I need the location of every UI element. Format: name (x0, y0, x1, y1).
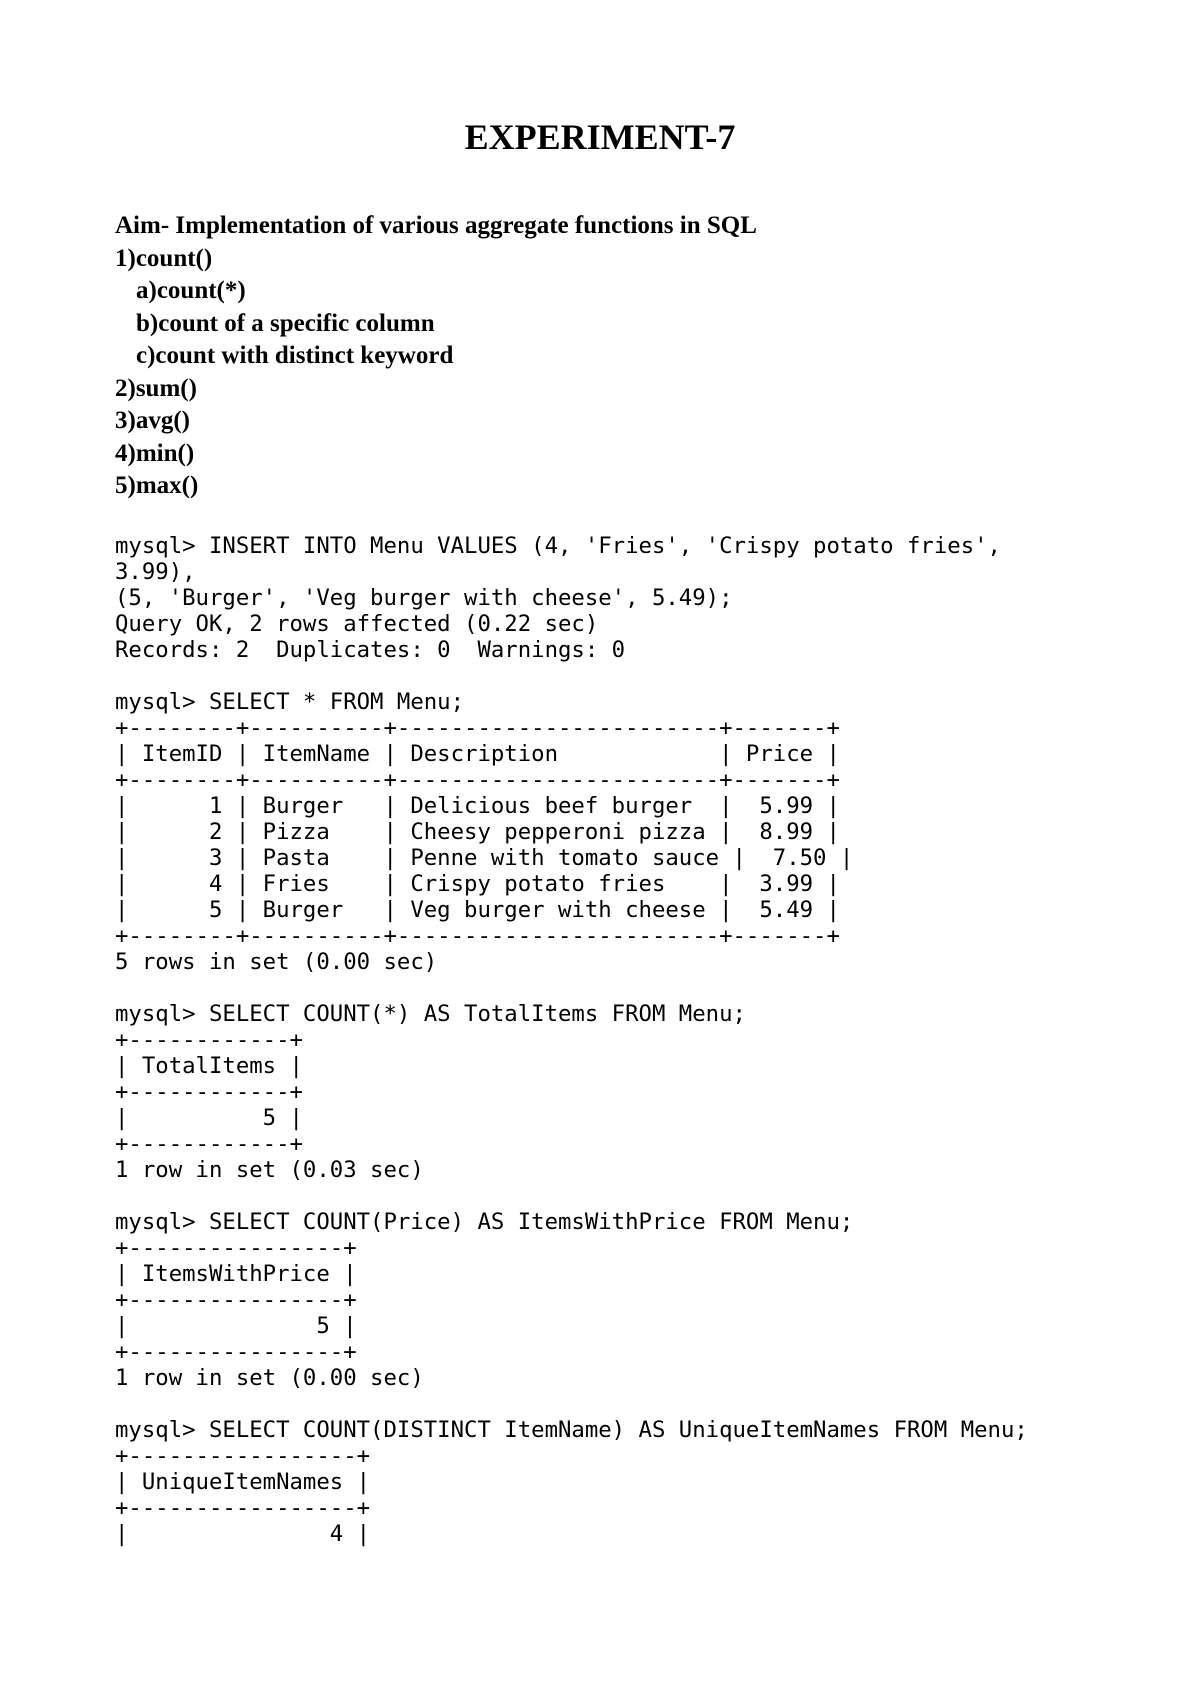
terminal-line: | 4 | (115, 1521, 371, 1547)
terminal-line: | ItemID | ItemName | Description | Price | (115, 741, 840, 767)
aim-subitem-count-column: b)count of a specific column (136, 309, 435, 337)
terminal-line: | 5 | Burger | Veg burger with cheese | 5.49 | (115, 897, 840, 923)
aim-item-avg: 3)avg() (115, 407, 190, 434)
mysql-terminal-output (115, 533, 1028, 1547)
terminal-line: mysql> SELECT COUNT(DISTINCT ItemName) AS UniqueItemNames FROM Menu; (115, 1417, 1028, 1443)
terminal-line: +------------+ (115, 1079, 303, 1105)
document-title: EXPERIMENT-7 (464, 117, 736, 157)
terminal-line: +----------------+ (115, 1287, 357, 1313)
terminal-line: +------------+ (115, 1027, 303, 1053)
terminal-line: +-----------------+ (115, 1443, 371, 1469)
terminal-line: mysql> SELECT COUNT(*) AS TotalItems FROM Menu; (115, 1001, 746, 1027)
terminal-line: | 2 | Pizza | Cheesy pepperoni pizza | 8.99 | (115, 819, 840, 845)
terminal-line: +--------+----------+------------------------+-------+ (115, 923, 840, 949)
terminal-line: mysql> INSERT INTO Menu VALUES (4, 'Fries', 'Crispy potato fries', (115, 533, 1001, 559)
aim-item-count: 1)count() (115, 244, 213, 272)
terminal-line: | 5 | (115, 1313, 357, 1339)
terminal-line: | ItemsWithPrice | (115, 1261, 357, 1287)
aim-section (115, 210, 757, 503)
terminal-line: +----------------+ (115, 1339, 357, 1365)
aim-item-min: 4)min() (115, 439, 195, 467)
terminal-line: | UniqueItemNames | (115, 1469, 371, 1495)
aim-item-sum: 2)sum() (115, 374, 197, 402)
terminal-line: | 5 | (115, 1105, 303, 1131)
terminal-line: 1 row in set (0.00 sec) (115, 1365, 424, 1391)
terminal-line (115, 1183, 1028, 1209)
terminal-line: +--------+----------+------------------------+-------+ (115, 715, 840, 741)
terminal-line: 5 rows in set (0.00 sec) (115, 949, 438, 975)
aim-subitem-count-star: a)count(*) (136, 277, 246, 304)
terminal-line: | 4 | Fries | Crispy potato fries | 3.99 | (115, 871, 840, 897)
aim-heading: Aim- Implementation of various aggregate functions in SQL (115, 212, 757, 239)
terminal-line: 3.99), (115, 559, 196, 585)
terminal-line: mysql> SELECT COUNT(Price) AS ItemsWithPrice FROM Menu; (115, 1209, 854, 1235)
terminal-line: mysql> SELECT * FROM Menu; (115, 689, 465, 715)
aim-item-max: 5)max() (115, 472, 199, 499)
terminal-line (115, 663, 1028, 689)
terminal-line: | 3 | Pasta | Penne with tomato sauce | 7.50 | (115, 845, 854, 871)
terminal-line: +--------+----------+------------------------+-------+ (115, 767, 840, 793)
terminal-line: +------------+ (115, 1131, 303, 1157)
terminal-line (115, 1391, 1028, 1417)
terminal-line: +-----------------+ (115, 1495, 371, 1521)
terminal-line: +----------------+ (115, 1235, 357, 1261)
terminal-line: Records: 2 Duplicates: 0 Warnings: 0 (115, 637, 626, 663)
terminal-line: Query OK, 2 rows affected (0.22 sec) (115, 611, 599, 637)
terminal-line (115, 975, 1028, 1001)
terminal-line: | 1 | Burger | Delicious beef burger | 5.99 | (115, 793, 840, 819)
terminal-line: | TotalItems | (115, 1053, 303, 1079)
terminal-line: 1 row in set (0.03 sec) (115, 1157, 424, 1183)
terminal-line: (5, 'Burger', 'Veg burger with cheese', 5.49); (115, 585, 733, 611)
aim-subitem-count-distinct: c)count with distinct keyword (136, 342, 454, 369)
